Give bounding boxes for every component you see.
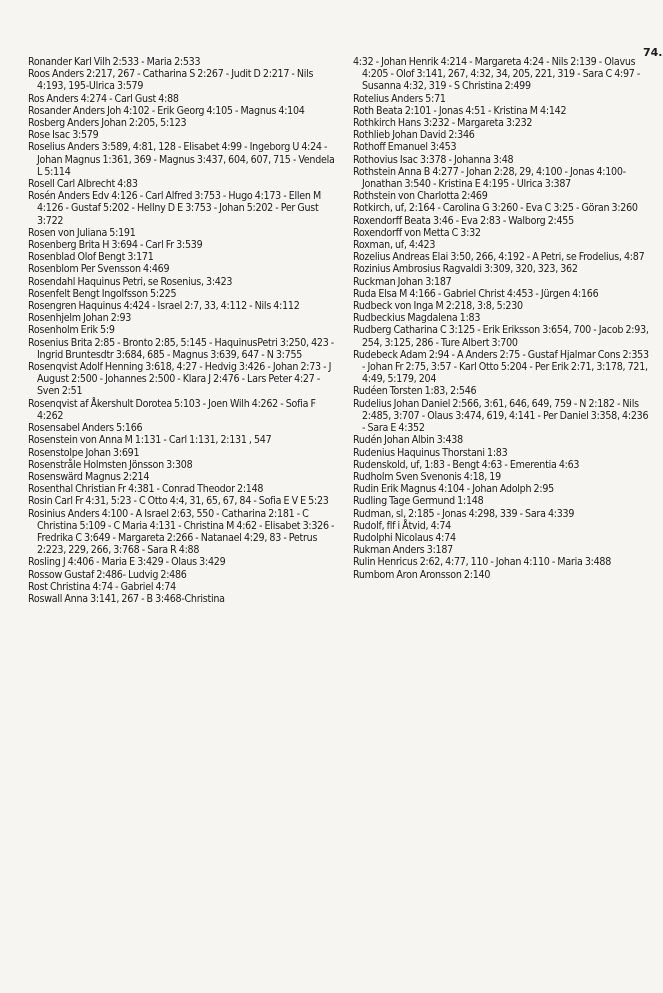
- index-entry: Rudéen Torsten 1:83, 2:546: [353, 385, 477, 398]
- index-entry: Rosin Carl Fr 4:31, 5:23 - C Otto 4:4, 31, 65, 67, 84 - Sofia E V E 5:23: [28, 495, 329, 508]
- index-entry: Rothoff Emanuel 3:453: [353, 141, 457, 154]
- index-entry: Rudebeck Adam 2:94 - A Anders 2:75 - Gustaf Hjalmar Cons 2:353 - Johan Fr 2:75, 3:57 - Karl Otto 5:204 - Per Erik 2:71, 3:178, 721, 4:49, 5:179, 204: [353, 348, 649, 386]
- index-entry: Ros Anders 4:274 - Carl Gust 4:88: [28, 92, 179, 105]
- index-entry: Rosenblad Olof Bengt 3:171: [28, 251, 154, 264]
- index-entry: Rudén Johan Albin 3:438: [353, 434, 463, 447]
- index-column-right: [353, 56, 653, 581]
- index-entry: Rudbeckius Magdalena 1:83: [353, 312, 481, 325]
- index-entry: Rukman Anders 3:187: [353, 544, 453, 557]
- index-entry: Ruckman Johan 3:187: [353, 275, 452, 288]
- index-entry: Rudling Tage Germund 1:148: [353, 495, 484, 508]
- index-entry: Rozinius Ambrosius Ragvaldi 3:309, 320, 323, 362: [353, 263, 578, 276]
- index-entry: Rosenstråle Holmsten Jönsson 3:308: [28, 458, 193, 471]
- index-entry: Rosenstolpe Johan 3:691: [28, 446, 140, 459]
- index-entry: Rosenius Brita 2:85 - Bronto 2:85, 5:145 - HaquinusPetri 3:250, 423 - Ingrid Bruntesdtr 3:684, 685 - Magnus 3:639, 647 - N 3:755: [28, 336, 334, 361]
- index-entry: Rudenskold, uf, 1:83 - Bengt 4:63 - Emerentia 4:63: [353, 458, 580, 471]
- index-entry: Rudin Erik Magnus 4:104 - Johan Adolph 2:95: [353, 483, 554, 496]
- index-entry: Roth Beata 2:101 - Jonas 4:51 - Kristina M 4:142: [353, 104, 567, 117]
- index-entry: Rosenswärd Magnus 2:214: [28, 470, 150, 483]
- index-entry: Roxendorff von Metta C 3:32: [353, 226, 481, 239]
- index-entry: Rosell Carl Albrecht 4:83: [28, 178, 138, 191]
- index-entry: Rotelius Anders 5:71: [353, 92, 446, 105]
- index-entry: Rosén Anders Edv 4:126 - Carl Alfred 3:753 - Hugo 4:173 - Ellen M 4:126 - Gustaf 5:202 - Hellny D E 3:753 - Johan 5:202 - Per Gust 3:722: [28, 190, 321, 227]
- index-entry: Rose Isac 3:579: [28, 129, 99, 142]
- index-entry: Rudholm Sven Svenonis 4:18, 19: [353, 470, 501, 483]
- index-entry: Rosenberg Brita H 3:694 - Carl Fr 3:539: [28, 239, 203, 252]
- index-entry: Rosen von Juliana 5:191: [28, 226, 136, 239]
- index-entry: Rost Christina 4:74 - Gabriel 4:74: [28, 580, 176, 593]
- index-entry: Rudolphi Nicolaus 4:74: [353, 531, 456, 544]
- index-entry: Rosenholm Erik 5:9: [28, 324, 115, 337]
- index-entry: Rotkirch, uf, 2:164 - Carolina G 3:260 - Eva C 3:25 - Göran 3:260: [353, 202, 638, 215]
- index-entry: Rosendahl Haquinus Petri, se Rosenius, 3:423: [28, 275, 233, 288]
- index-entry: Rosenqvist Adolf Henning 3:618, 4:27 - Hedvig 3:426 - Johan 2:73 - J August 2:500 - Johannes 2:500 - Klara J 2:476 - Lars Peter 4:27 - Sven 2:51: [28, 361, 332, 398]
- index-entry: Rosenthal Christian Fr 4:381 - Conrad Theodor 2:148: [28, 483, 264, 496]
- index-entry: Rothstein Anna B 4:277 - Johan 2:28, 29, 4:100 - Jonas 4:100- Jonathan 3:540 - Kristina E 4:195 - Ulrica 3:387: [353, 165, 626, 191]
- index-entry: Rothstein von Charlotta 2:469: [353, 190, 488, 203]
- index-entry: Rothlieb Johan David 2:346: [353, 129, 475, 142]
- index-entry: Rudberg Catharina C 3:125 - Erik Eriksson 3:654, 700 - Jacob 2:93, 254, 3:125, 286 - Ture Albert 3:700: [353, 324, 649, 349]
- index-column-left: [28, 56, 340, 605]
- index-entry: Rudenius Haquinus Thorstani 1:83: [353, 446, 508, 459]
- index-entry: Rosensabel Anders 5:166: [28, 422, 143, 435]
- index-entry: Rosenfelt Bengt Ingolfsson 5:225: [28, 287, 177, 300]
- index-entry: Roswall Anna 3:141, 267 - B 3:468-Christina: [28, 592, 225, 605]
- index-entry: Rothkirch Hans 3:232 - Margareta 3:232: [353, 117, 533, 130]
- index-entry: Ruda Elsa M 4:166 - Gabriel Christ 4:453 - Jürgen 4:166: [353, 287, 599, 300]
- index-entry: Rudelius Johan Daniel 2:566, 3:61, 646, 649, 759 - N 2:182 - Nils 2:485, 3:707 - Olaus 3:474, 619, 4:141 - Per Daniel 3:358, 4:236 - Sara E 4:352: [353, 397, 649, 435]
- index-entry: Rosenhjelm Johan 2:93: [28, 312, 132, 325]
- index-entry: Rosberg Anders Johan 2:205, 5:123: [28, 117, 187, 130]
- index-entry: Rosenstein von Anna M 1:131 - Carl 1:131, 2:131 , 547: [28, 434, 272, 447]
- index-entry: Rosander Anders Joh 4:102 - Erik Georg 4:105 - Magnus 4:104: [28, 104, 305, 117]
- index-entry: Rudman, sl, 2:185 - Jonas 4:298, 339 - Sara 4:339: [353, 507, 575, 520]
- index-entry: Roxman, uf, 4:423: [353, 239, 436, 252]
- index-entry: 4:32 - Johan Henrik 4:214 - Margareta 4:24 - Nils 2:139 - Olavus 4:205 - Olof 3:141, 267, 4:32, 34, 205, 221, 319 - Sara C 4:97 - Susanna 4:32, 319 - S Christina 2:499: [353, 56, 641, 93]
- index-entry: Rudolf, flf i Åtvid, 4:74: [353, 519, 451, 532]
- index-entry: Roos Anders 2:217, 267 - Catharina S 2:267 - Judit D 2:217 - Nils 4:193, 195-Ulrica 3:579: [28, 68, 314, 93]
- index-entry: Rothovius Isac 3:378 - Johanna 3:48: [353, 153, 514, 166]
- index-entry: Roselius Anders 3:589, 4:81, 128 - Elisabet 4:99 - Ingeborg U 4:24 - Johan Magnus 1:361, 369 - Magnus 3:437, 604, 607, 715 - Vendela L 5:114: [28, 141, 335, 178]
- index-entry: Rosenblom Per Svensson 4:469: [28, 263, 170, 276]
- index-entry: Rosenqvist af Åkershult Dorotea 5:103 - Joen Wilh 4:262 - Sofia F 4:262: [28, 397, 316, 422]
- index-entry: Rosling J 4:406 - Maria E 3:429 - Olaus 3:429: [28, 556, 226, 569]
- index-entry: Rosinius Anders 4:100 - A Israel 2:63, 550 - Catharina 2:181 - C Christina 5:109 - C Maria 4:131 - Christina M 4:62 - Elisabet 3:326 - Fredrika C 3:649 - Margareta 2:266 - Natanael 4:29, 83 - Petrus 2:223, 229, 266, 3:768 - Sara R 4:88: [28, 507, 335, 557]
- index-entry: Rosengren Haquinus 4:424 - Israel 2:7, 33, 4:112 - Nils 4:112: [28, 300, 300, 313]
- index-entry: Rudbeck von Inga M 2:218, 3:8, 5:230: [353, 300, 523, 313]
- index-entry: Rumbom Aron Aronsson 2:140: [353, 568, 491, 581]
- index-entry: Roxendorff Beata 3:46 - Eva 2:83 - Walborg 2:455: [353, 214, 574, 227]
- index-entry: Ronander Karl Vilh 2:533 - Maria 2:533: [28, 56, 201, 68]
- page-number: 74.: [643, 46, 663, 59]
- index-entry: Rozelius Andreas Elai 3:50, 266, 4:192 - A Petri, se Frodelius, 4:87: [353, 251, 645, 264]
- index-entry: Rulin Henricus 2:62, 4:77, 110 - Johan 4:110 - Maria 3:488: [353, 556, 612, 569]
- index-entry: Rossow Gustaf 2:486- Ludvig 2:486: [28, 568, 187, 581]
